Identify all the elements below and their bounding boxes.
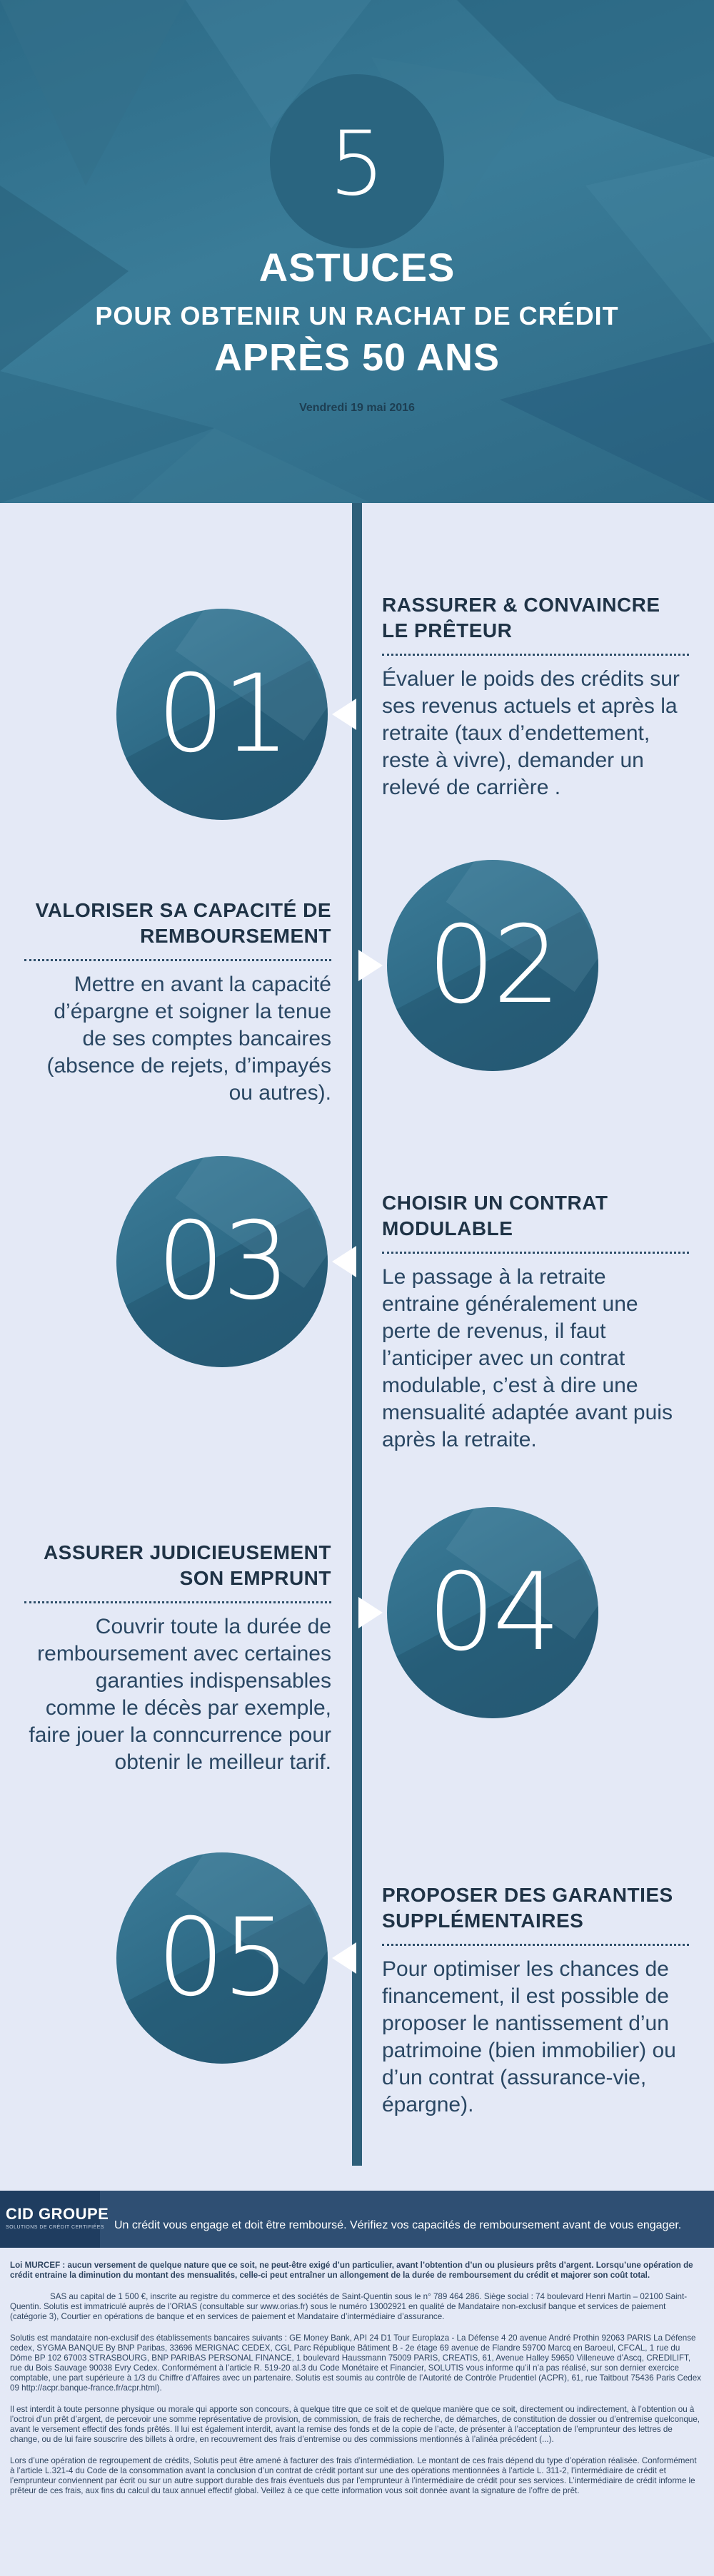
legal-paragraph-interdiction: Il est interdit à toute personne physique ou morale qui apporte son concours, à quelque titre que ce soit et de quelque manière que ce soit, directement ou indirectement, à l’obtention ou à l’octroi d’un prêt d’argent, de percevoir une somme représentative de provision, de commission, de frais de recherche, de démarches, de constitution de dossier ou d’entremise quelconque, avant le versement effectif des fonds prêtés. Il lui est également interdit, avant la remise des fonds et de la copie de l’acte, de présenter à l’acceptation de l’emprunteur des lettres de change, ou de lui faire souscrire des billets à ordre, en recouvrement des frais d’entremise ou des commissions mentionnés à l’alinéa précédent (...). — [10, 2405, 700, 2444]
step-05-title: PROPOSER DES GARANTIES SUPPLÉMENTAIRES — [382, 1884, 673, 1932]
step-02-text — [24, 898, 331, 1107]
logo-subtitle: SOLUTIONS DE CRÉDIT CERTIFIÉES — [6, 2225, 105, 2230]
legal-paragraph-murcef: Loi MURCEF : aucun versement de quelque nature que ce soit, ne peut-être exigé d’un particulier, avant l’obtention d’un ou plusieurs prêts d’argent. Lorsqu’une opération de crédit entraine la diminution du montant des mensualités, celle-ci peut entraîner un allongement de la durée de remboursement du crédit et majorer son coût total. — [10, 2261, 693, 2280]
step-01-description: Évaluer le poids des crédits sur ses revenus actuels et après la retraite (taux d’endettement, reste à vivre), demander un relevé de carrière . — [382, 667, 680, 799]
footer-tagline: Un crédit vous engage et doit être remboursé. Vérifiez vos capacités de remboursement avant de vous engager. — [114, 2219, 682, 2231]
step-04-circle — [387, 1507, 598, 1718]
step-02-number: 02 — [427, 903, 558, 1028]
step-04-number: 04 — [427, 1551, 558, 1675]
step-03-number: 03 — [156, 1200, 288, 1324]
step-05-circle — [116, 1852, 328, 2064]
step-05-text — [382, 1882, 689, 2119]
legal-paragraph-company: SAS au capital de 1 500 €, inscrite au registre du commerce et des sociétés de Saint-Quentin sous le n° 789 464 286. Siège social : 74 boulevard Henri Martin – 02100 Saint-Quentin. Solutis est immatriculé auprès de l’ORIAS (consultable sur www.orias.fr) sous le numéro 13002921 en qualité de Mandataire non-exclusif banque et services de paiement (catégorie 3), Courtier en opérations de banque et en services de paiement et Mandataire d’intermédiaire d’assurance. — [10, 2292, 688, 2321]
step-01-separator — [382, 654, 689, 656]
step-02-description: Mettre en avant la capacité d’épargne et soigner la tenue de ses comptes bancaires (absence de rejets, d’impayés ou autres). — [46, 973, 331, 1105]
header-number: 5 — [328, 113, 386, 215]
step-02-pointer — [358, 950, 383, 981]
header-number-circle — [270, 74, 444, 248]
step-04-description: Couvrir toute la durée de remboursement avec certaines garanties indispensables comme le décès par exemple, faire jouer la conncurrence pour obtenir le meilleur tarif. — [29, 1615, 331, 1774]
legal-notice — [10, 2261, 701, 2507]
step-05-description: Pour optimiser les chances de financement, il est possible de proposer le nantissement d’un patrimoine (bien immobilier) ou d’un contrat (assurance-vie, épargne). — [382, 1957, 676, 2116]
step-03-text — [382, 1190, 689, 1454]
header-date: Vendredi 19 mai 2016 — [299, 402, 415, 414]
step-03-separator — [382, 1252, 689, 1254]
step-05-number: 05 — [156, 1896, 288, 2020]
step-02-circle — [387, 860, 598, 1071]
step-04-text — [24, 1540, 331, 1776]
step-03-title: CHOISIR UN CONTRAT MODULABLE — [382, 1192, 608, 1239]
header-title-line1: ASTUCES — [258, 245, 456, 290]
header-banner — [0, 0, 714, 503]
step-05-pointer — [332, 1942, 356, 1974]
step-01-pointer — [332, 699, 356, 730]
timeline-line — [352, 503, 362, 2166]
step-04-separator — [24, 1601, 331, 1603]
step-03-pointer — [332, 1246, 356, 1277]
step-05-separator — [382, 1944, 689, 1946]
legal-paragraph-frais: Lors d’une opération de regroupement de crédits, Solutis peut être amené à facturer des frais d’intermédiation. Le montant de ces frais dépend du type d’opération réalisée. Conformément à l’article L.321-4 du Code de la consommation avant la conclusion d’un contrat de crédit portant sur une des opérations mentionnées à l’article L. 311-2, l’intermédiaire de crédit et l’emprunteur conviennent par écrit ou sur un autre support durable des frais éventuels dus par l’emprunteur à l’intermédiaire de crédit pour ses services. L’intermédiaire de crédit informe le prêteur de ces frais, aux fins du calcul du taux annuel effectif global. Veillez à ce que cette information vous soit donnée avant la signature de l’offre de prêt. — [10, 2456, 697, 2495]
step-02-title: VALORISER SA CAPACITÉ DE REMBOURSEMENT — [35, 899, 331, 947]
step-01-number: 01 — [156, 652, 288, 776]
step-01-title: RASSURER & CONVAINCRE LE PRÊTEUR — [382, 594, 660, 642]
step-01-circle — [116, 609, 328, 820]
step-01-text — [382, 592, 689, 801]
legal-paragraph-mandataire: Solutis est mandataire non-exclusif des établissements bancaires suivants : GE Money Bank, API 24 D1 Tour Europlaza - La Défense 4 20 avenue André Prothin 92063 PARIS La Défense cedex, SYGMA BANQUE By BNP Paribas, 33696 MERIGNAC CEDEX, CGL Parc République Bâtiment B - 2e étage 69 avenue de Flandre 59700 Marcq en Baroeul, CFCAL, 1 rue du Dôme BP 102 67003 STRASBOURG, BNP PARIBAS PERSONAL FINANCE, 1 boulevard Haussmann 75009 PARIS, CREATIS, 61, Avenue Halley 59650 Villeneuve d’Ascq, CREDILIFT, rue du Bois Sauvage 90038 Evry Cedex. Conformément à l’article R. 519-20 al.3 du Code Monétaire et Financier, SOLUTIS vous informe qu’il n’a pas réalisé, sur son dernier exercice comptable, une part supérieure à 1/3 du Chiffre d’Affaires avec un partenaire. Solutis est soumis au contrôle de l’Autorité de Contrôle Prudentiel (ACPR), 61, rue Taitbout 75436 Paris Cedex 09 http://acpr.banque-france.fr/acpr.html). — [10, 2333, 701, 2393]
header-title-line3: APRÈS 50 ANS — [213, 336, 501, 379]
step-04-pointer — [358, 1597, 383, 1628]
logo-text: CID GROUPE — [6, 2205, 109, 2223]
header-title-line2: POUR OBTENIR UN RACHAT DE CRÉDIT — [95, 301, 619, 330]
step-04-title: ASSURER JUDICIEUSEMENT SON EMPRUNT — [43, 1541, 331, 1589]
step-03-circle — [116, 1156, 328, 1367]
step-03-description: Le passage à la retraite entraine généralement une perte de revenus, il faut l’anticiper avec un contrat modulable, c’est à dire une mensualité adaptée avant puis après la retraite. — [382, 1265, 673, 1451]
step-02-separator — [24, 959, 331, 961]
